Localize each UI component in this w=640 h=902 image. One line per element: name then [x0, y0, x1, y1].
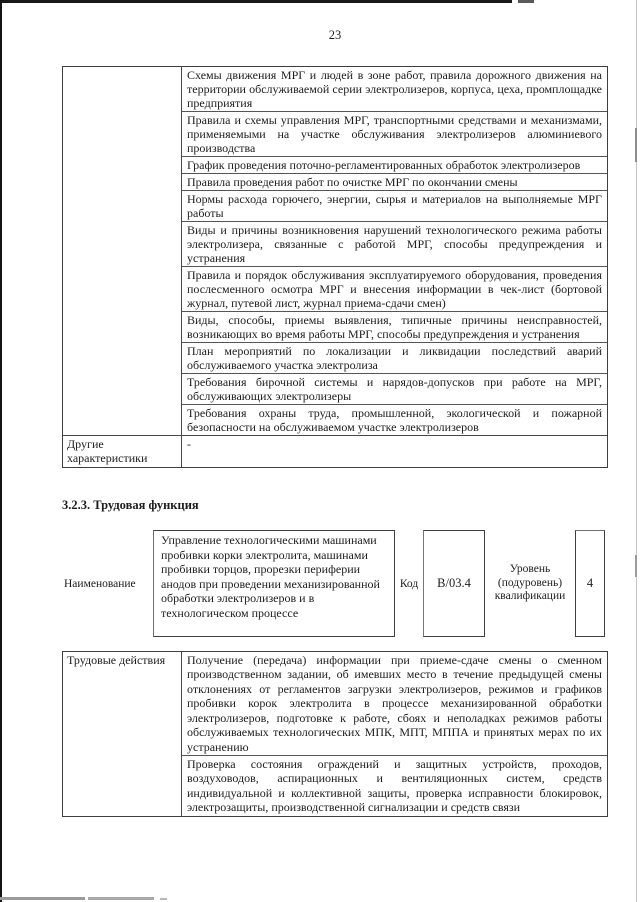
function-name-value: Управление технологическими машинами пробивки корки электролита, машинами пробивки торцов, прорезки периферии анодов при проведении механизированной обработки электролизеров и в технологическом процессе: [153, 530, 395, 637]
scan-edge-right-dash: [635, 555, 637, 577]
qualification-level-value: 4: [575, 530, 605, 637]
knowledge-row: Нормы расхода горючего, энергии, сырья и материалов на выполняемые МРГ работы: [182, 190, 607, 221]
scan-edge-bottom-dash: [0, 897, 85, 900]
section-heading: 3.2.3. Трудовая функция: [62, 498, 199, 512]
scan-edge-top: [0, 0, 512, 3]
scan-edge-right-dash: [635, 128, 637, 162]
knowledge-row: График проведения поточно-регламентированных обработок электролизеров: [182, 156, 607, 173]
scan-edge-bottom-dash: [160, 898, 167, 900]
knowledge-table: [62, 66, 608, 468]
knowledge-row: Требования бирочной системы и нарядов-допусков при работе на МРГ, обслуживающих электролизеры: [182, 373, 607, 404]
page-number: 23: [328, 28, 342, 42]
actions-table-right-column: [182, 652, 607, 816]
other-characteristics-label: Другие характеристики: [63, 436, 182, 467]
knowledge-table-right-column: [182, 67, 607, 435]
function-header-table: [62, 530, 608, 637]
actions-table-label: Трудовые действия: [63, 652, 182, 816]
action-row: Получение (передача) информации при приеме-сдаче смены о сменном производственном задании, об имевших место в течение предыдущей смены отклонениях от регламентов загрузки электролизеров, режимов и графиков пробивки корок электролита в процессе механизированной обработки электролизеров, подготовке к работе, сбоях и неполадках режимов работы обслуживаемых технологических МПК, МПТ, МППА и принятых мерах по их устранению: [187, 652, 602, 754]
function-code-value: В/03.4: [423, 530, 485, 637]
other-characteristics-row: [63, 435, 607, 467]
other-characteristics-value: -: [187, 436, 191, 451]
knowledge-row: Требования охраны труда, промышленной, экологической и пожарной безопасности на обслуживаемом участке электролизеров: [182, 404, 607, 435]
knowledge-row: Правила проведения работ по очистке МРГ по окончании смены: [182, 173, 607, 190]
knowledge-table-body: [63, 67, 607, 435]
scan-edge-top-dash: [518, 0, 534, 3]
function-name-label: Наименование: [64, 577, 136, 590]
qualification-level-label: Уровень (подуровень) квалификации: [494, 563, 566, 603]
knowledge-row: Правила и схемы управления МРГ, транспортными средствами и механизмами, применяемыми на участке обслуживания электролизеров алюминиевого производства: [182, 111, 607, 156]
actions-table: [62, 651, 608, 817]
knowledge-row: План мероприятий по локализации и ликвидации последствий аварий обслуживаемого участка электролиза: [182, 342, 607, 373]
function-code-label: Код: [399, 577, 419, 590]
scan-edge-left: [0, 0, 2, 902]
knowledge-row: Правила и порядок обслуживания эксплуатируемого оборудования, проведения послесменного осмотра МРГ и внесения информации в чек-лист (бортовой журнал, путевой лист, журнал приема-сдачи смен): [182, 266, 607, 311]
knowledge-table-left-column: [63, 67, 182, 435]
knowledge-row: Виды и причины возникновения нарушений технологического режима работы электролизера, связанные с работой МРГ, способы предупреждения и устранения: [182, 221, 607, 266]
action-row: Проверка состояния ограждений и защитных устройств, проходов, воздуховодов, аспирационных и вентиляционных систем, средств индивидуальной и коллективной защиты, проверка исправности блокировок, электрозащиты, производственной сигнализации и средств связи: [182, 755, 607, 816]
scan-edge-bottom-dash: [88, 897, 154, 900]
knowledge-row: Схемы движения МРГ и людей в зоне работ, правила дорожного движения на территории обслуживаемой серии электролизеров, корпуса, цеха, промплощадке предприятия: [187, 67, 602, 110]
knowledge-row: Виды, способы, приемы выявления, типичные причины неисправностей, возникающих во время работы МРГ, способы предупреждения и устранения: [182, 311, 607, 342]
